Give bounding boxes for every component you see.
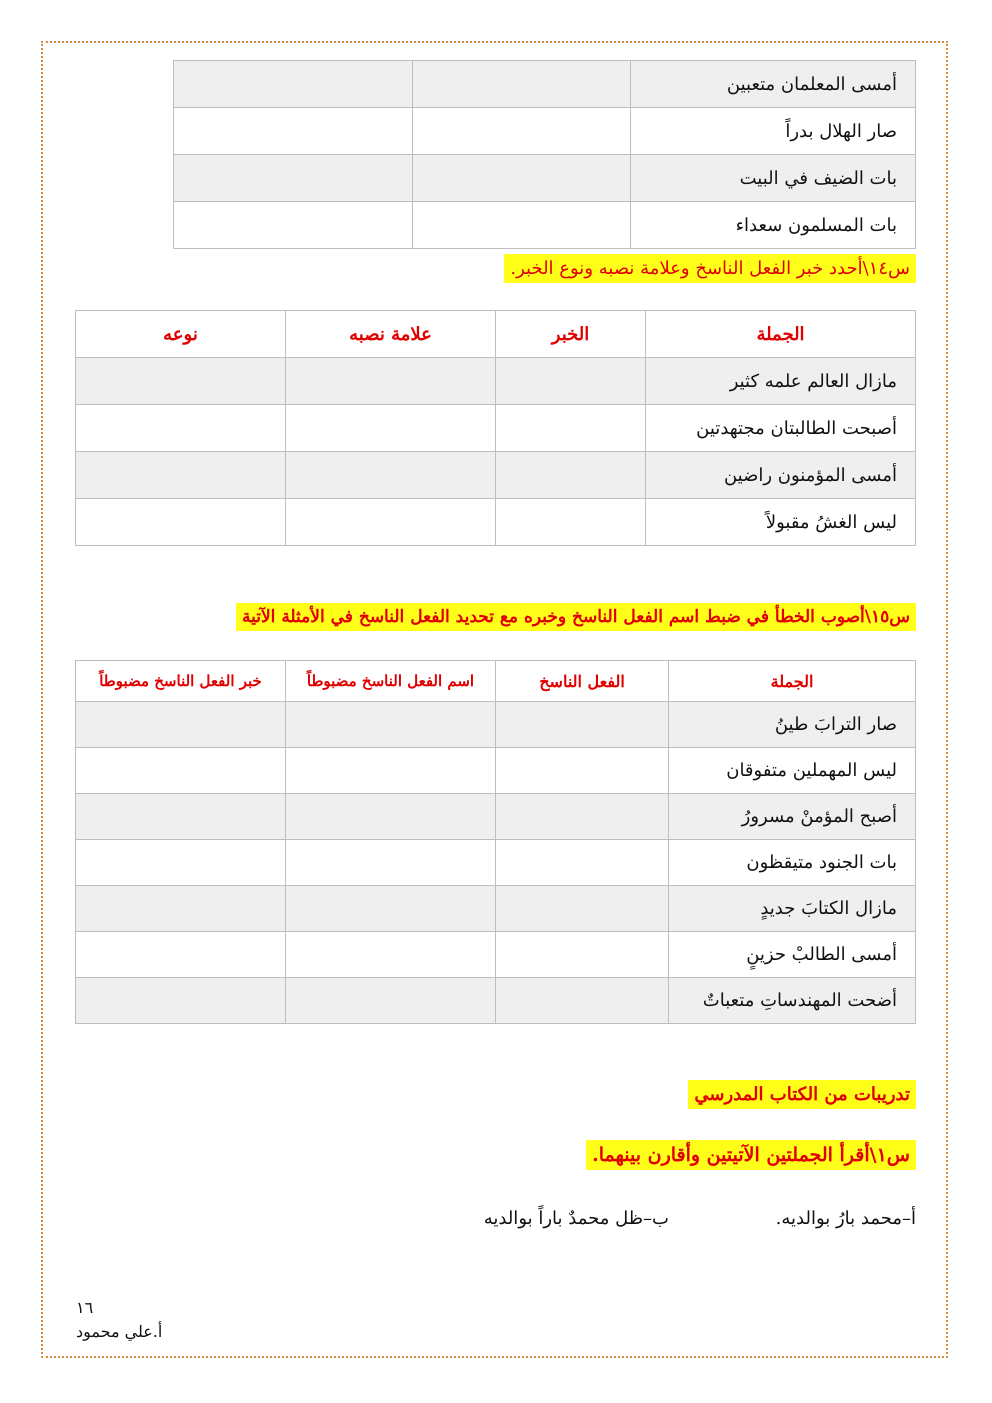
answer-cell[interactable] xyxy=(286,978,496,1024)
table-row xyxy=(174,202,916,249)
answer-cell[interactable] xyxy=(286,794,496,840)
sentence-cell: مازال الكتابَ جديدٍ xyxy=(669,886,916,932)
answer-cell[interactable] xyxy=(174,155,413,202)
q15-title: س١٥\أصوب الخطأ في ضبط اسم الفعل الناسخ وخبره مع تحديد الفعل الناسخ في الأمثلة الآتية xyxy=(236,603,916,631)
author-name: أ.علي محمود xyxy=(76,1322,163,1341)
answer-cell[interactable] xyxy=(496,358,646,405)
answer-cell[interactable] xyxy=(174,202,413,249)
table-header-row xyxy=(76,661,916,702)
answer-cell[interactable] xyxy=(286,886,496,932)
answer-cell[interactable] xyxy=(413,155,631,202)
answer-cell[interactable] xyxy=(413,202,631,249)
sentence-cell: أصبحت الطالبتان مجتهدتين xyxy=(646,405,916,452)
answer-cell[interactable] xyxy=(76,358,286,405)
answer-cell[interactable] xyxy=(76,886,286,932)
table-row xyxy=(174,155,916,202)
sentence-cell: أضحت المهندساتِ متعباتٌ xyxy=(669,978,916,1024)
table-row xyxy=(174,61,916,108)
table-q15 xyxy=(75,660,916,1024)
answer-cell[interactable] xyxy=(286,748,496,794)
answer-cell[interactable] xyxy=(496,452,646,499)
answer-cell[interactable] xyxy=(76,932,286,978)
sentence-cell: صار الترابَ طينُ xyxy=(669,702,916,748)
table-row xyxy=(76,932,916,978)
answer-cell[interactable] xyxy=(286,452,496,499)
answer-cell[interactable] xyxy=(496,840,669,886)
table-row xyxy=(76,499,916,546)
sentence-a: أ–محمد بارُ بوالديه. xyxy=(775,1208,916,1229)
table-row xyxy=(76,748,916,794)
answer-cell[interactable] xyxy=(413,108,631,155)
table-header-row xyxy=(76,311,916,358)
answer-cell[interactable] xyxy=(496,932,669,978)
answer-cell[interactable] xyxy=(496,794,669,840)
answer-cell[interactable] xyxy=(496,886,669,932)
sentence-cell: بات الضيف في البيت xyxy=(631,155,916,202)
sentence-cell: أمسى المؤمنون راضين xyxy=(646,452,916,499)
table-q14 xyxy=(75,310,916,546)
answer-cell[interactable] xyxy=(286,358,496,405)
answer-cell[interactable] xyxy=(174,61,413,108)
table-row xyxy=(76,886,916,932)
q14-title: س١٤\أحدد خبر الفعل الناسخ وعلامة نصبه ونوع الخبر. xyxy=(504,254,916,283)
answer-cell[interactable] xyxy=(76,978,286,1024)
sentence-cell: أصبح المؤمنْ مسرورُ xyxy=(669,794,916,840)
q1-title: س١\أقرأ الجملتين الآتيتين وأقارن بينهما. xyxy=(586,1140,916,1170)
answer-cell[interactable] xyxy=(496,499,646,546)
sentence-cell: أمسى الطالبْ حزينٍ xyxy=(669,932,916,978)
answer-cell[interactable] xyxy=(76,452,286,499)
answer-cell[interactable] xyxy=(286,499,496,546)
column-header: الجملة xyxy=(669,661,916,702)
column-header: نوعه xyxy=(76,311,286,358)
table-top xyxy=(173,60,916,249)
answer-cell[interactable] xyxy=(496,405,646,452)
table-row xyxy=(174,108,916,155)
column-header: خبر الفعل الناسخ مضبوطاً xyxy=(76,661,286,702)
column-header: الفعل الناسخ xyxy=(496,661,669,702)
answer-cell[interactable] xyxy=(76,499,286,546)
answer-cell[interactable] xyxy=(286,840,496,886)
answer-cell[interactable] xyxy=(76,748,286,794)
sentence-b: ب–ظل محمدٌ باراً بوالديه xyxy=(483,1208,669,1229)
answer-cell[interactable] xyxy=(76,840,286,886)
sentence-cell: ليس المهملين متفوقان xyxy=(669,748,916,794)
answer-cell[interactable] xyxy=(76,702,286,748)
table-row xyxy=(76,840,916,886)
answer-cell[interactable] xyxy=(76,794,286,840)
sentence-cell: بات الجنود متيقظون xyxy=(669,840,916,886)
sentence-cell: بات المسلمون سعداء xyxy=(631,202,916,249)
page-number: ١٦ xyxy=(76,1298,94,1317)
table-row xyxy=(76,358,916,405)
answer-cell[interactable] xyxy=(496,978,669,1024)
answer-cell[interactable] xyxy=(413,61,631,108)
sentence-cell: ليس الغشُ مقبولاً xyxy=(646,499,916,546)
table-row xyxy=(76,794,916,840)
column-header: الخبر xyxy=(496,311,646,358)
answer-cell[interactable] xyxy=(76,405,286,452)
table-row xyxy=(76,702,916,748)
answer-cell[interactable] xyxy=(496,702,669,748)
answer-cell[interactable] xyxy=(286,702,496,748)
answer-cell[interactable] xyxy=(174,108,413,155)
table-row xyxy=(76,978,916,1024)
table-row xyxy=(76,452,916,499)
table-row xyxy=(76,405,916,452)
sentence-cell: صار الهلال بدراً xyxy=(631,108,916,155)
sentence-cell: مازال العالم علمه كثير xyxy=(646,358,916,405)
section-title: تدريبات من الكتاب المدرسي xyxy=(688,1080,916,1109)
answer-cell[interactable] xyxy=(496,748,669,794)
sentence-cell: أمسى المعلمان متعبين xyxy=(631,61,916,108)
column-header: علامة نصبه xyxy=(286,311,496,358)
column-header: الجملة xyxy=(646,311,916,358)
answer-cell[interactable] xyxy=(286,932,496,978)
column-header: اسم الفعل الناسخ مضبوطاً xyxy=(286,661,496,702)
answer-cell[interactable] xyxy=(286,405,496,452)
